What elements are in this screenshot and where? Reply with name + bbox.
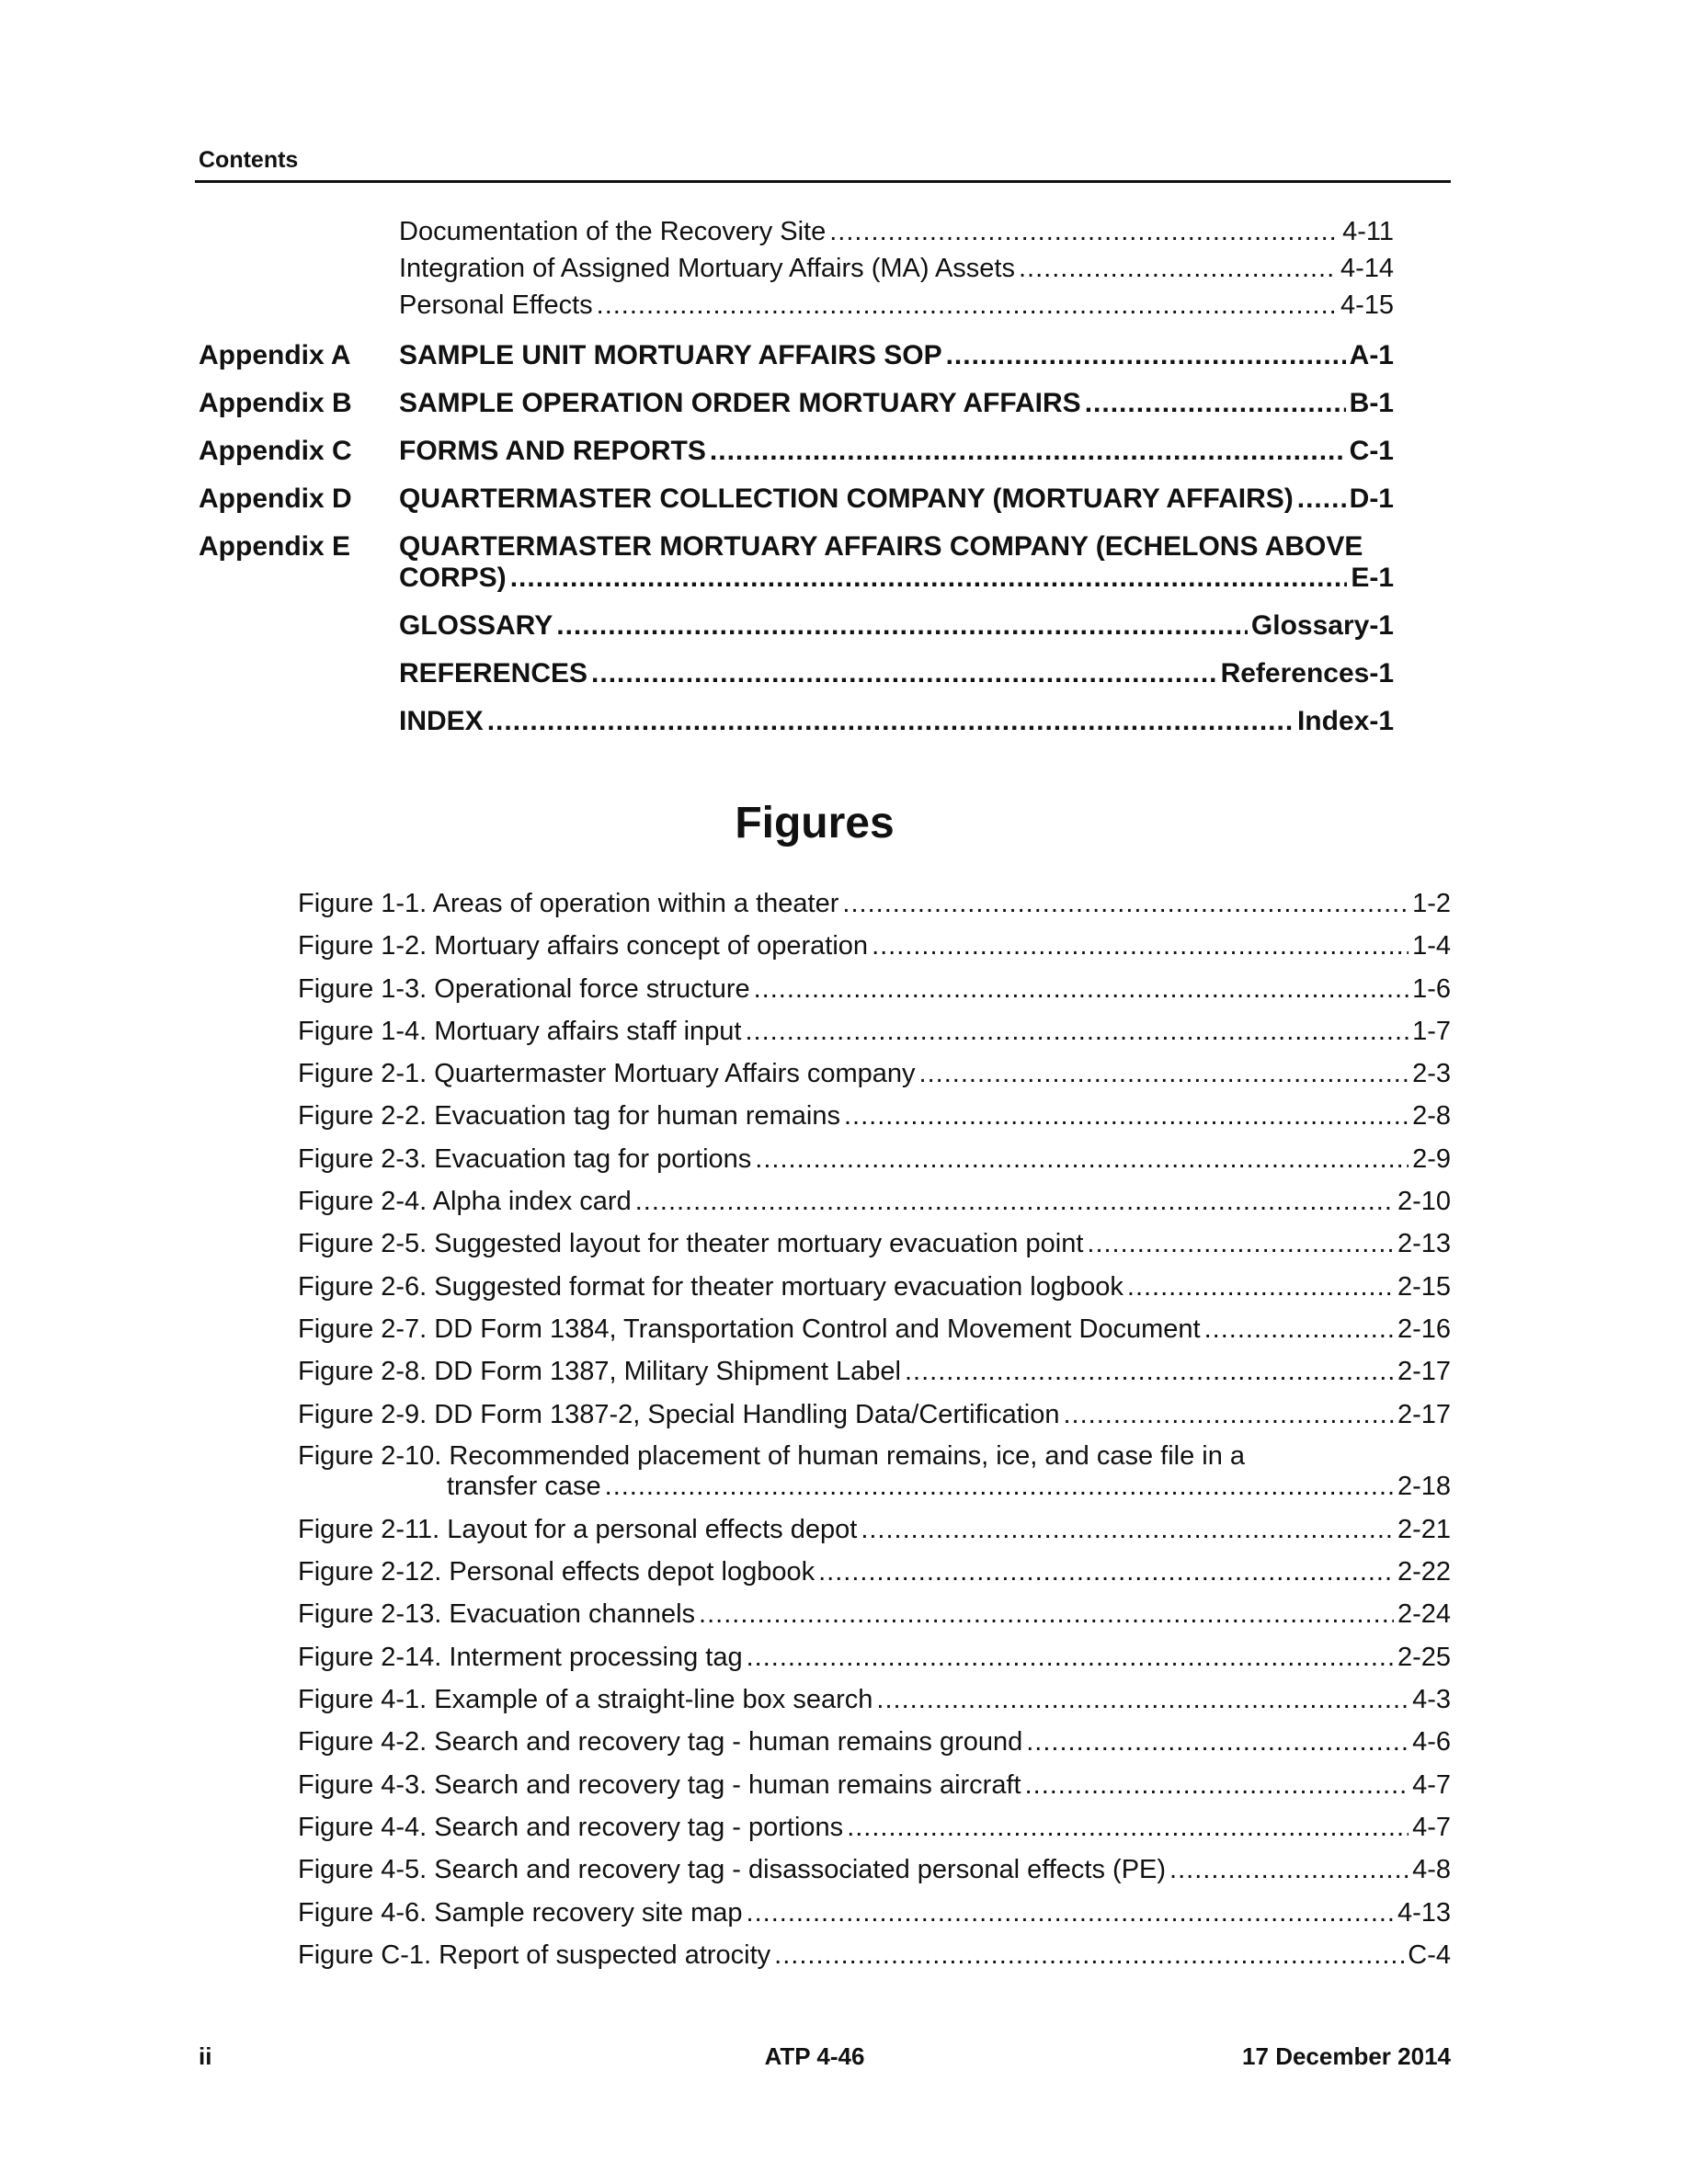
appendix-title-line2: CORPS): [399, 563, 507, 593]
figure-title: Figure 2-12. Personal effects depot logbook: [298, 1557, 815, 1587]
toc-entry[interactable]: [399, 213, 1394, 250]
toc-entry-title: Integration of Assigned Mortuary Affairs (MA) Assets: [399, 254, 1015, 283]
figure-title: Figure 2-1. Quartermaster Mortuary Affairs company: [298, 1059, 916, 1089]
figure-page: 2-15: [1397, 1271, 1451, 1302]
appendix-label: Appendix C: [199, 436, 352, 466]
figure-entry[interactable]: [298, 1721, 1451, 1763]
dot-leader: [774, 1934, 1404, 1976]
table-of-contents: [199, 213, 1394, 737]
figure-title: Figure 2-14. Interment processing tag: [298, 1642, 743, 1672]
figure-list-part-1: [298, 882, 1451, 1436]
figure-title: Figure 1-3. Operational force structure: [298, 973, 750, 1004]
figure-page: 2-17: [1397, 1399, 1451, 1429]
appendix-page: A-1: [1349, 340, 1394, 370]
dot-leader: [510, 563, 1348, 594]
section-title: INDEX: [399, 706, 484, 736]
figure-page: 2-24: [1397, 1599, 1451, 1630]
toc-appendix-a[interactable]: [199, 340, 1394, 371]
figure-entry[interactable]: [298, 968, 1451, 1010]
dot-leader: [755, 1138, 1409, 1180]
toc-entry[interactable]: [399, 250, 1394, 287]
figure-title: Figure 4-2. Search and recovery tag - human remains ground: [298, 1727, 1023, 1757]
running-header: Contents: [199, 147, 299, 173]
figure-title: Figure 2-8. DD Form 1387, Military Shipment Label: [298, 1357, 901, 1387]
figure-entry[interactable]: [298, 1806, 1451, 1848]
dot-leader: [605, 1472, 1394, 1502]
dot-leader: [597, 287, 1337, 324]
figure-title: Figure 2-11. Layout for a personal effects depot: [298, 1514, 858, 1544]
figure-entry[interactable]: [298, 1764, 1451, 1806]
figure-title: Figure 2-4. Alpha index card: [298, 1187, 632, 1217]
figure-entry[interactable]: [298, 1593, 1451, 1635]
dot-leader: [1297, 483, 1346, 515]
figure-title: Figure 1-4. Mortuary affairs staff input: [298, 1016, 742, 1046]
dot-leader: [946, 340, 1346, 371]
section-page: Glossary-1: [1250, 610, 1394, 641]
figure-page: 4-8: [1412, 1855, 1451, 1885]
figure-page: C-4: [1408, 1939, 1451, 1970]
figure-entry[interactable]: [298, 1508, 1451, 1551]
figure-page: 1-2: [1412, 889, 1451, 918]
toc-index[interactable]: [399, 706, 1394, 737]
figure-page: 2-13: [1397, 1229, 1451, 1259]
dot-leader: [1019, 250, 1337, 287]
figure-entry[interactable]: [298, 1052, 1451, 1095]
dot-leader: [747, 1892, 1394, 1934]
dot-leader: [1025, 1764, 1409, 1806]
figure-title: Figure 2-5. Suggested layout for theater mortuary evacuation point: [298, 1229, 1084, 1259]
figure-entry[interactable]: [298, 1636, 1451, 1678]
toc-appendix-b[interactable]: [199, 388, 1394, 419]
toc-sub-entries: [399, 213, 1394, 324]
toc-appendix-d[interactable]: [199, 483, 1394, 515]
list-of-figures: [298, 882, 1451, 1976]
figures-heading: Figures: [735, 799, 895, 847]
figure-title: Figure 2-2. Evacuation tag for human remains: [298, 1101, 840, 1132]
figure-page: 1-7: [1412, 1016, 1451, 1046]
figure-entry[interactable]: [298, 1308, 1451, 1350]
figure-title: Figure 2-9. DD Form 1387-2, Special Handling Data/Certification: [298, 1399, 1060, 1429]
section-page: References-1: [1220, 658, 1394, 688]
toc-appendix-c[interactable]: [199, 436, 1394, 467]
figure-page: 2-25: [1397, 1642, 1451, 1672]
header-rule: [195, 180, 1451, 183]
figure-title: Figure 4-3. Search and recovery tag - human remains aircraft: [298, 1769, 1021, 1800]
dot-leader: [1127, 1266, 1394, 1308]
figure-entry[interactable]: [298, 1266, 1451, 1308]
dot-leader: [556, 610, 1248, 642]
dot-leader: [844, 1095, 1409, 1137]
section-page: Index-1: [1296, 706, 1394, 736]
dot-leader: [487, 706, 1294, 737]
figure-title: Figure 1-1. Areas of operation within a theater: [298, 889, 839, 918]
toc-glossary[interactable]: [399, 610, 1394, 642]
figure-list-part-2: [298, 1508, 1451, 1976]
figure-entry[interactable]: [298, 882, 1451, 925]
figure-title: Figure 4-5. Search and recovery tag - disassociated personal effects (PE): [298, 1855, 1167, 1885]
section-title: GLOSSARY: [399, 610, 553, 641]
toc-entry-page: 4-11: [1342, 217, 1394, 246]
toc-entry-page: 4-15: [1340, 290, 1394, 320]
figure-entry[interactable]: [298, 1892, 1451, 1934]
figure-page: 1-4: [1412, 931, 1451, 961]
dot-leader: [747, 1636, 1394, 1678]
toc-entry[interactable]: [399, 287, 1394, 324]
appendix-title: FORMS AND REPORTS: [399, 436, 706, 466]
appendix-title-line1: QUARTERMASTER MORTUARY AFFAIRS COMPANY (ECHELONS ABOVE: [399, 531, 1363, 562]
figure-page: 2-9: [1412, 1143, 1451, 1174]
figure-title: Figure 1-2. Mortuary affairs concept of operation: [298, 931, 869, 961]
figure-title: Figure 2-6. Suggested format for theater mortuary evacuation logbook: [298, 1271, 1123, 1302]
figure-entry[interactable]: [298, 1138, 1451, 1180]
figure-entry[interactable]: [298, 1180, 1451, 1223]
footer-page-number: ii: [199, 2042, 212, 2070]
figure-page: 4-13: [1397, 1897, 1451, 1928]
figure-title: Figure 2-7. DD Form 1384, Transportation Control and Movement Document: [298, 1314, 1201, 1344]
dot-leader: [829, 213, 1339, 250]
dot-leader: [699, 1593, 1394, 1635]
dot-leader: [1063, 1393, 1393, 1436]
dot-leader: [710, 436, 1346, 467]
toc-entry-title: Personal Effects: [399, 290, 593, 320]
dot-leader: [861, 1508, 1394, 1551]
figure-entry[interactable]: [298, 1095, 1451, 1137]
dot-leader: [591, 658, 1217, 689]
figure-page: 1-6: [1412, 973, 1451, 1004]
figure-title: Figure C-1. Report of suspected atrocity: [298, 1939, 771, 1970]
figure-entry[interactable]: [298, 1678, 1451, 1721]
figure-title: Figure 4-1. Example of a straight-line box search: [298, 1685, 873, 1715]
toc-entry-title: Documentation of the Recovery Site: [399, 217, 827, 246]
figure-page: 2-3: [1412, 1059, 1451, 1089]
dot-leader: [905, 1350, 1394, 1393]
figure-page: 2-17: [1397, 1357, 1451, 1387]
figure-entry[interactable]: [298, 1934, 1451, 1976]
figure-title: Figure 4-4. Search and recovery tag - portions: [298, 1812, 844, 1842]
toc-appendix-e[interactable]: [199, 531, 1394, 594]
figure-title-line2: transfer case: [447, 1471, 601, 1501]
figure-page: 2-8: [1412, 1101, 1451, 1132]
figure-entry[interactable]: [298, 1393, 1451, 1436]
figure-page: 2-22: [1397, 1557, 1451, 1587]
appendix-page: B-1: [1349, 388, 1394, 418]
figure-entry[interactable]: [298, 1441, 1451, 1502]
appendix-title: SAMPLE UNIT MORTUARY AFFAIRS SOP: [399, 340, 942, 370]
footer-publication: ATP 4-46: [764, 2042, 865, 2070]
dot-leader: [1204, 1308, 1394, 1350]
appendix-page: C-1: [1349, 436, 1394, 466]
figure-page: 2-21: [1397, 1514, 1451, 1544]
dot-leader: [919, 1052, 1409, 1095]
dot-leader: [754, 968, 1409, 1010]
figure-page: 4-7: [1412, 1812, 1451, 1842]
figure-page: 4-7: [1412, 1769, 1451, 1800]
appendix-label: Appendix E: [199, 531, 351, 562]
figure-entry[interactable]: [298, 1010, 1451, 1052]
figure-page: 4-3: [1412, 1685, 1451, 1715]
figure-title-line1: Figure 2-10. Recommended placement of human remains, ice, and case file in a: [298, 1440, 1246, 1471]
appendix-label: Appendix A: [199, 340, 351, 370]
dot-leader: [842, 882, 1409, 925]
figure-entry[interactable]: [298, 1223, 1451, 1265]
appendix-title: SAMPLE OPERATION ORDER MORTUARY AFFAIRS: [399, 388, 1081, 418]
figure-title: Figure 2-13. Evacuation channels: [298, 1599, 696, 1630]
figure-page: 4-6: [1412, 1727, 1451, 1757]
figure-title: Figure 4-6. Sample recovery site map: [298, 1897, 743, 1928]
section-title: REFERENCES: [399, 658, 588, 688]
dot-leader: [745, 1010, 1409, 1052]
figure-entry[interactable]: [298, 925, 1451, 967]
figure-title: Figure 2-3. Evacuation tag for portions: [298, 1143, 752, 1174]
appendix-label: Appendix D: [199, 483, 352, 514]
dot-leader: [818, 1551, 1394, 1593]
toc-entry-page: 4-14: [1340, 254, 1394, 283]
appendix-page: E-1: [1351, 563, 1394, 593]
dot-leader: [635, 1180, 1394, 1223]
figure-entry[interactable]: [298, 1848, 1451, 1891]
appendix-page: D-1: [1349, 483, 1394, 514]
toc-references[interactable]: [399, 658, 1394, 689]
appendix-title: QUARTERMASTER COLLECTION COMPANY (MORTUARY AFFAIRS): [399, 483, 1294, 514]
figure-page: 2-10: [1397, 1187, 1451, 1217]
dot-leader: [1085, 388, 1346, 419]
dot-leader: [876, 1678, 1409, 1721]
dot-leader: [1087, 1223, 1394, 1265]
dot-leader: [847, 1806, 1409, 1848]
dot-leader: [1169, 1848, 1409, 1891]
dot-leader: [872, 925, 1409, 967]
footer-date: 17 December 2014: [1242, 2042, 1451, 2070]
figure-page: 2-16: [1397, 1314, 1451, 1344]
figure-page: 2-18: [1397, 1471, 1451, 1501]
dot-leader: [1026, 1721, 1409, 1763]
figure-entry[interactable]: [298, 1551, 1451, 1593]
appendix-label: Appendix B: [199, 388, 352, 418]
figure-entry[interactable]: [298, 1350, 1451, 1393]
